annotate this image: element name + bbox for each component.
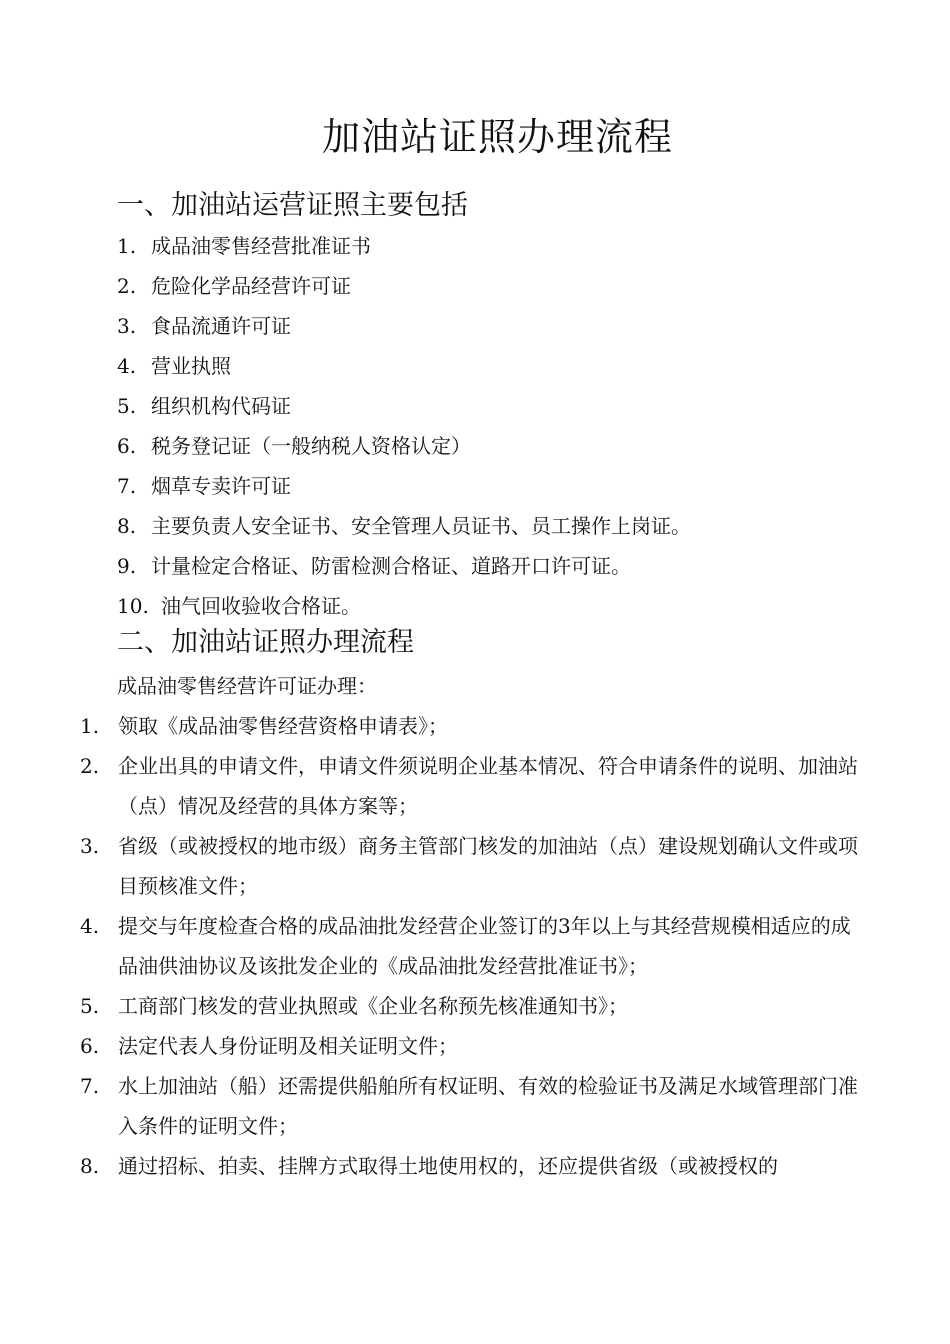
list-item-text: 油气回收验收合格证。: [161, 594, 361, 618]
step-text: 企业出具的申请文件，申请文件须说明企业基本情况、符合申请条件的说明、加油站（点）情况及经营的具体方案等；: [118, 754, 858, 818]
list-item-text: 成品油零售经营批准证书: [151, 234, 371, 258]
list-item-number: 7.: [117, 474, 137, 498]
step-number: 2.: [80, 754, 100, 778]
step-item: [80, 1146, 870, 1186]
list-item-number: 8.: [117, 514, 137, 538]
list-item-number: 4.: [117, 354, 137, 378]
list-item: [117, 586, 691, 626]
list-item-text: 食品流通许可证: [151, 314, 291, 338]
step-text: 领取《成品油零售经营资格申请表》；: [118, 714, 448, 738]
step-item: [80, 706, 870, 746]
list-item: [117, 426, 691, 466]
step-item: [80, 826, 870, 906]
list-item: [117, 506, 691, 546]
list-item-number: 9.: [117, 554, 137, 578]
step-number: 5.: [80, 994, 100, 1018]
step-number: 3.: [80, 834, 100, 858]
list-item-number: 3.: [117, 314, 137, 338]
step-item: [80, 1066, 870, 1146]
list-item: [117, 266, 691, 306]
list-item: [117, 346, 691, 386]
step-text: 提交与年度检查合格的成品油批发经营企业签订的3年以上与其经营规模相适应的成品油供油协议及该批发企业的《成品油批发经营批准证书》；: [118, 914, 851, 978]
list-item-number: 2.: [117, 274, 137, 298]
list-item-number: 1.: [117, 234, 137, 258]
step-text: 通过招标、拍卖、挂牌方式取得土地使用权的，还应提供省级（或被授权的: [118, 1154, 778, 1178]
document-title: 加油站证照办理流程: [321, 115, 673, 160]
step-text: 水上加油站（船）还需提供船舶所有权证明、有效的检验证书及满足水域管理部门准入条件的证明文件；: [118, 1074, 858, 1138]
list-item-text: 组织机构代码证: [151, 394, 291, 418]
list-item-number: 5.: [117, 394, 137, 418]
step-text: 省级（或被授权的地市级）商务主管部门核发的加油站（点）建设规划确认文件或项目预核准文件；: [118, 834, 858, 898]
step-number: 6.: [80, 1034, 100, 1058]
list-item-text: 危险化学品经营许可证: [151, 274, 351, 298]
list-item-text: 税务登记证（一般纳税人资格认定）: [151, 434, 471, 458]
step-item: [80, 1026, 870, 1066]
step-text: 法定代表人身份证明及相关证明文件；: [118, 1034, 458, 1058]
step-number: 4.: [80, 914, 100, 938]
section-heading-process: 二、加油站证照办理流程: [117, 627, 414, 658]
list-item: [117, 546, 691, 586]
step-number: 1.: [80, 714, 100, 738]
list-item-text: 烟草专卖许可证: [151, 474, 291, 498]
step-item: [80, 906, 870, 986]
step-number: 8.: [80, 1154, 100, 1178]
list-item-number: 10.: [117, 594, 149, 618]
list-item-text: 营业执照: [151, 354, 231, 378]
step-text: 工商部门核发的营业执照或《企业名称预先核准通知书》；: [118, 994, 628, 1018]
license-list: [117, 226, 691, 626]
list-item-number: 6.: [117, 434, 137, 458]
section-heading-licenses: 一、加油站运营证照主要包括: [117, 190, 468, 221]
list-item-text: 计量检定合格证、防雷检测合格证、道路开口许可证。: [151, 554, 631, 578]
step-item: [80, 746, 870, 826]
list-item: [117, 386, 691, 426]
list-item: [117, 466, 691, 506]
step-item: [80, 986, 870, 1026]
process-subheading: 成品油零售经营许可证办理：: [117, 674, 377, 698]
list-item-text: 主要负责人安全证书、安全管理人员证书、员工操作上岗证。: [151, 514, 691, 538]
list-item: [117, 226, 691, 266]
process-steps-list: [80, 706, 870, 1186]
list-item: [117, 306, 691, 346]
step-number: 7.: [80, 1074, 100, 1098]
